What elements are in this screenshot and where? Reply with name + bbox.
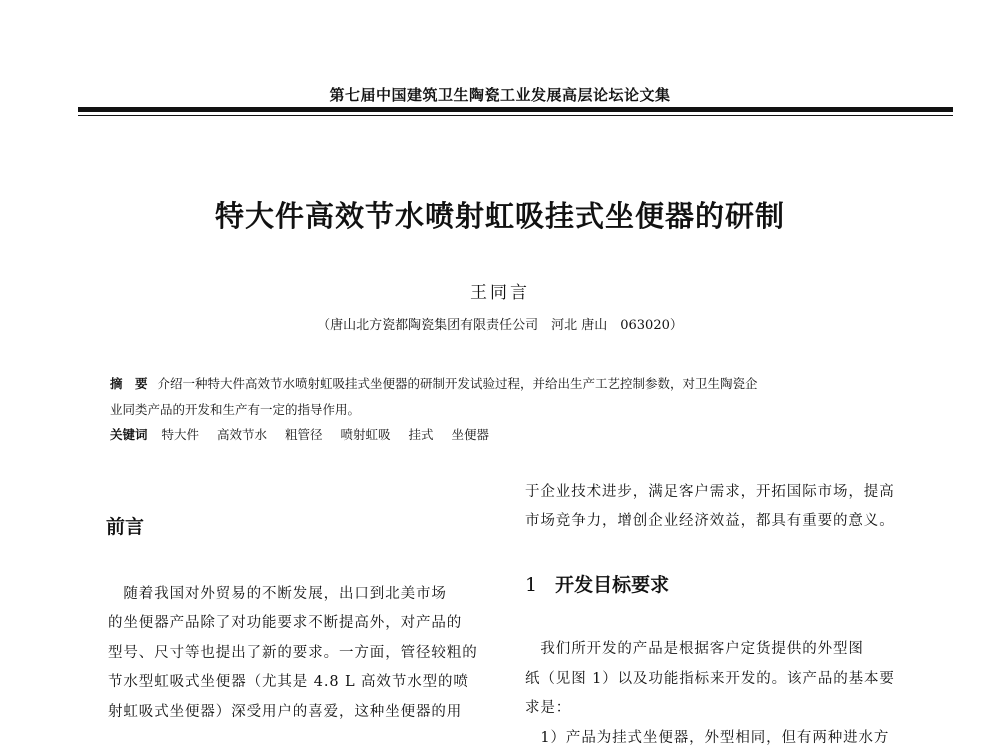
body-line: 我们所开发的产品是根据客户定货提供的外型图	[525, 641, 864, 657]
running-header: 第七届中国建筑卫生陶瓷工业发展高层论坛论文集	[329, 86, 671, 104]
keywords	[110, 425, 503, 443]
header-rule-thin	[78, 115, 953, 116]
body-line: 1）产品为挂式坐便器，外型相同，但有两种进水方	[525, 730, 890, 746]
section-title: 开发目标要求	[555, 574, 670, 596]
body-line: 纸（见图 1）以及功能指标来开发的。该产品的基本要	[525, 671, 895, 687]
affiliation: （唐山北方瓷都陶瓷集团有限责任公司 河北 唐山 063020）	[317, 318, 683, 333]
abstract-line	[110, 374, 758, 392]
keywords-label: 关键词	[110, 427, 148, 442]
author: 王同言	[470, 283, 530, 303]
section-heading-1	[525, 570, 669, 597]
section-heading-preface: 前言	[106, 516, 145, 538]
section-number: 1	[525, 574, 538, 596]
header-rule-thick	[78, 107, 953, 112]
abstract-text: 介绍一种特大件高效节水喷射虹吸挂式坐便器的研制开发试验过程，并给出生产工艺控制参数，对卫生陶瓷企	[157, 376, 758, 391]
abstract-label: 摘 要	[110, 376, 148, 391]
paper-title: 特大件高效节水喷射虹吸挂式坐便器的研制	[214, 199, 785, 233]
body-line: 的坐便器产品除了对功能要求不断提高外，对产品的	[108, 615, 463, 631]
keyword: 挂式	[408, 427, 434, 442]
keyword: 特大件	[161, 427, 200, 442]
body-line: 市场竞争力，增创企业经济效益，都具有重要的意义。	[525, 513, 895, 529]
body-line: 随着我国对外贸易的不断发展，出口到北美市场	[108, 586, 447, 602]
body-line: 型号、尺寸等也提出了新的要求。一方面，管径较粗的	[108, 645, 478, 661]
keyword: 高效节水	[217, 427, 268, 442]
body-line: 射虹吸式坐便器）深受用户的喜爱，这种坐便器的用	[108, 704, 463, 720]
keyword: 粗管径	[285, 427, 323, 442]
keyword: 坐便器	[451, 427, 490, 442]
abstract-line: 业同类产品的开发和生产有一定的指导作用。	[110, 402, 361, 417]
body-line: 求是：	[525, 700, 572, 716]
keyword: 喷射虹吸	[340, 427, 391, 442]
body-line: 节水型虹吸式坐便器（尤其是 4.8 L 高效节水型的喷	[108, 674, 469, 690]
body-line: 于企业技术进步，满足客户需求，开拓国际市场，提高	[525, 484, 895, 500]
